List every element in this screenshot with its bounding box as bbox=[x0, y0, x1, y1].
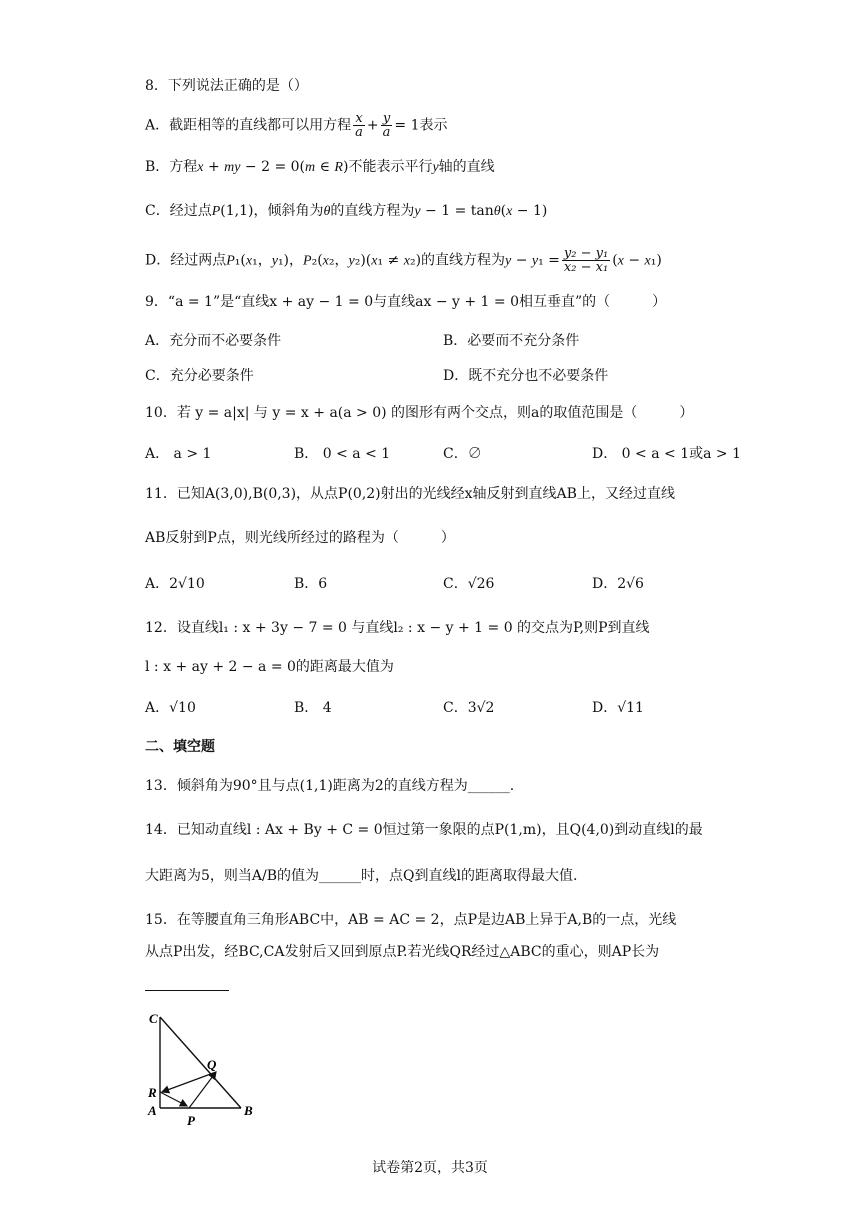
triangle-figure bbox=[145, 1005, 265, 1130]
label-p: P bbox=[187, 1113, 195, 1128]
q12-stem-line2: l : x + ay + 2 − a = 0的距离最大值为 bbox=[145, 659, 394, 675]
q10-option-d: D． 0 < a < 1或a > 1 bbox=[592, 446, 741, 462]
q9-option-d: D．既不充分也不必要条件 bbox=[443, 368, 609, 384]
q10-option-a: A． a > 1 bbox=[145, 446, 212, 462]
q8-option-c: C．经过点P(1,1)，倾斜角为θ的直线方程为y − 1 = tanθ(x − 1) bbox=[145, 203, 548, 219]
side-bc bbox=[160, 1017, 241, 1108]
q11-option-d: D．2√6 bbox=[592, 576, 644, 592]
label-c: C bbox=[149, 1011, 158, 1026]
q12-option-c: C．3√2 bbox=[443, 700, 495, 716]
q9-option-c: C．充分必要条件 bbox=[145, 368, 254, 384]
q10-option-c: C．∅ bbox=[443, 446, 482, 462]
q8-stem: 8．下列说法正确的是（） bbox=[145, 78, 308, 94]
section-fill-in-title: 二、填空题 bbox=[145, 739, 215, 755]
q13-stem: 13．倾斜角为90°且与点(1,1)距离为2的直线方程为______. bbox=[145, 778, 515, 794]
q8-option-a: A．截距相等的直线都可以用方程 $\frac{x}{a}$ + $\frac{y}{a}$ = 1表示 bbox=[145, 111, 448, 140]
q9-stem: 9．“a = 1”是“直线x + ay − 1 = 0与直线ax − y + 1 = 0相互垂直”的（ ） bbox=[145, 294, 667, 310]
q11-option-b: B．6 bbox=[294, 576, 328, 592]
q8-option-b: B．方程x + my − 2 = 0(m ∈ R)不能表示平行y轴的直线 bbox=[145, 159, 495, 175]
q11-stem-line1: 11．已知A(3,0),B(0,3)，从点P(0,2)射出的光线经x轴反射到直线AB上，又经过直线 bbox=[145, 486, 675, 502]
label-b: B bbox=[244, 1103, 253, 1118]
q8-option-d: D．经过两点P₁(x₁，y₁)，P₂(x₂，y₂)(x₁ ≠ x₂)的直线方程为y − y₁ = $\frac{\text{y₂ − y₁}}{\text{x₂ − x₁}}$ (x − x₁) bbox=[145, 246, 662, 275]
q14-stem-line1: 14．已知动直线l : Ax + By + C = 0恒过第一象限的点P(1,m)，且Q(4,0)到动直线l的最 bbox=[145, 822, 703, 838]
label-a: A bbox=[148, 1103, 157, 1118]
answer-blank-line bbox=[145, 990, 229, 991]
q14-stem-line2: 大距离为5，则当A/B的值为______时，点Q到直线l的距离取得最大值. bbox=[145, 868, 578, 884]
q9-option-a: A．充分而不必要条件 bbox=[145, 333, 282, 349]
q12-option-b: B． 4 bbox=[294, 700, 332, 716]
label-q: Q bbox=[207, 1057, 217, 1072]
ray-rp bbox=[160, 1092, 187, 1106]
q12-option-d: D．√11 bbox=[592, 700, 644, 716]
q12-option-a: A．√10 bbox=[145, 700, 196, 716]
q11-stem-line2: AB反射到P点，则光线所经过的路程为（ ） bbox=[145, 530, 455, 546]
q12-stem-line1: 12．设直线l₁ : x + 3y − 7 = 0 与直线l₂ : x − y + 1 = 0 的交点为P,则P到直线 bbox=[145, 620, 650, 636]
q15-stem-line1: 15．在等腰直角三角形ABC中，AB = AC = 2，点P是边AB上异于A,B的一点，光线 bbox=[145, 912, 677, 928]
q9-option-b: B．必要而不充分条件 bbox=[443, 333, 580, 349]
q10-option-b: B． 0 < a < 1 bbox=[294, 446, 391, 462]
q11-option-c: C．√26 bbox=[443, 576, 495, 592]
label-r: R bbox=[148, 1085, 157, 1100]
q15-stem-line2: 从点P出发，经BC,CA发射后又回到原点P.若光线QR经过△ABC的重心，则AP长为 bbox=[145, 944, 660, 960]
q11-option-a: A．2√10 bbox=[145, 576, 205, 592]
page-footer: 试卷第2页，共3页 bbox=[372, 1160, 488, 1176]
q10-stem: 10．若 y = a|x| 与 y = x + a(a > 0) 的图形有两个交点，则a的取值范围是（ ） bbox=[145, 405, 694, 421]
